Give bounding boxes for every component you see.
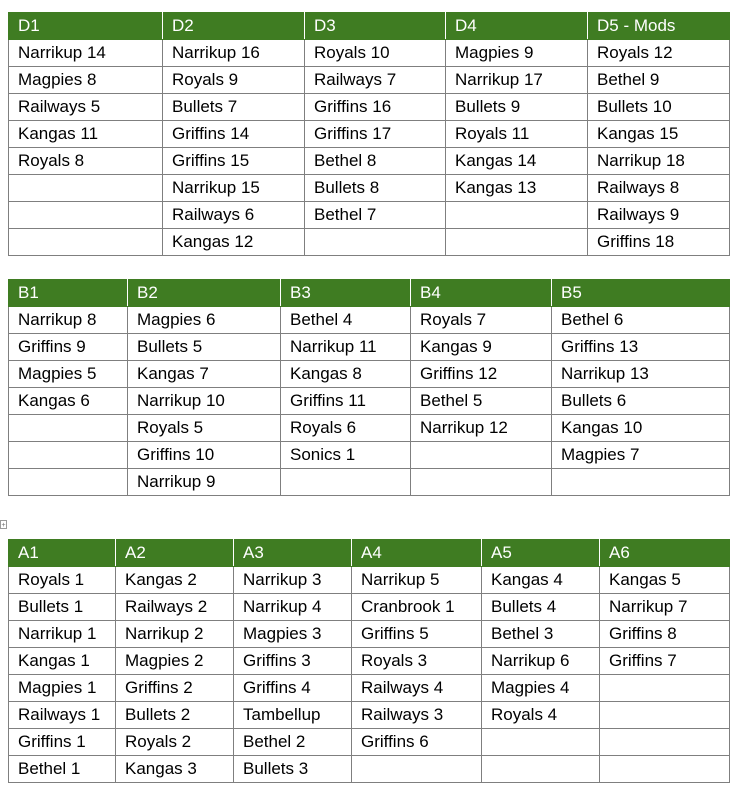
table-cell: Griffins 15: [163, 148, 305, 175]
table-cell: Magpies 8: [9, 67, 163, 94]
table-cell: Royals 2: [116, 729, 234, 756]
table-cell: Royals 3: [352, 648, 482, 675]
table-cell: Kangas 6: [9, 388, 128, 415]
table-cell: Narrikup 3: [234, 567, 352, 594]
table-row: [9, 307, 730, 334]
table-cell: Royals 12: [588, 40, 730, 67]
table-cell: Bethel 8: [305, 148, 446, 175]
table-cell: Bullets 9: [446, 94, 588, 121]
table-cell: Bullets 1: [9, 594, 116, 621]
table-cell: Railways 2: [116, 594, 234, 621]
table-move-handle-icon[interactable]: +: [1, 522, 6, 529]
table-cell: [600, 675, 730, 702]
table-cell: Royals 11: [446, 121, 588, 148]
table-cell: Narrikup 10: [128, 388, 281, 415]
table-cell: Griffins 10: [128, 442, 281, 469]
table-cell: Narrikup 13: [552, 361, 730, 388]
column-header-d3: D3: [305, 13, 446, 40]
table-cell: Narrikup 17: [446, 67, 588, 94]
table-cell: Narrikup 11: [281, 334, 411, 361]
table-row: [9, 175, 730, 202]
table-cell: Griffins 4: [234, 675, 352, 702]
table-cell: [9, 442, 128, 469]
column-header-d1: D1: [9, 13, 163, 40]
table-cell: Royals 10: [305, 40, 446, 67]
table-row: [9, 361, 730, 388]
table-cell: Bullets 4: [482, 594, 600, 621]
table-cell: Bullets 10: [588, 94, 730, 121]
table-cell: [600, 702, 730, 729]
table-cell: Bullets 6: [552, 388, 730, 415]
table-cell: Kangas 11: [9, 121, 163, 148]
table-cell: Magpies 1: [9, 675, 116, 702]
column-header-a5: A5: [482, 540, 600, 567]
table-cell: Royals 5: [128, 415, 281, 442]
column-header-a3: A3: [234, 540, 352, 567]
table-header-row: [9, 13, 730, 40]
table-cell: Bullets 3: [234, 756, 352, 783]
table-cell: Narrikup 6: [482, 648, 600, 675]
table-cell: Royals 9: [163, 67, 305, 94]
table-row: [9, 229, 730, 256]
column-header-b4: B4: [411, 280, 552, 307]
table-cell: Griffins 3: [234, 648, 352, 675]
table-row: [9, 40, 730, 67]
division-b-table: [8, 279, 730, 496]
column-header-b3: B3: [281, 280, 411, 307]
table-cell: [482, 729, 600, 756]
table-cell: Narrikup 2: [116, 621, 234, 648]
table-row: [9, 621, 730, 648]
table-cell: Bullets 2: [116, 702, 234, 729]
table-row: [9, 415, 730, 442]
table-cell: Bullets 8: [305, 175, 446, 202]
table-cell: Magpies 7: [552, 442, 730, 469]
table-cell: Narrikup 18: [588, 148, 730, 175]
table-cell: Bethel 3: [482, 621, 600, 648]
table-cell: Bethel 9: [588, 67, 730, 94]
division-a-table: [8, 539, 730, 783]
table-cell: Railways 1: [9, 702, 116, 729]
table-row: [9, 469, 730, 496]
column-header-a4: A4: [352, 540, 482, 567]
table-cell: Bethel 2: [234, 729, 352, 756]
column-header-d5: D5 - Mods: [588, 13, 730, 40]
table-cell: Bethel 1: [9, 756, 116, 783]
table-cell: Bethel 7: [305, 202, 446, 229]
table-cell: Kangas 12: [163, 229, 305, 256]
table-cell: Bethel 5: [411, 388, 552, 415]
table-row: [9, 334, 730, 361]
table-row: [9, 94, 730, 121]
table-cell: Railways 9: [588, 202, 730, 229]
table-cell: Griffins 17: [305, 121, 446, 148]
column-header-b2: B2: [128, 280, 281, 307]
table-cell: Griffins 18: [588, 229, 730, 256]
table-cell: Royals 4: [482, 702, 600, 729]
table-cell: Narrikup 15: [163, 175, 305, 202]
column-header-d4: D4: [446, 13, 588, 40]
table-cell: [9, 469, 128, 496]
table-cell: [9, 175, 163, 202]
table-cell: Magpies 5: [9, 361, 128, 388]
table-cell: [411, 442, 552, 469]
table-cell: Sonics 1: [281, 442, 411, 469]
table-cell: Railways 7: [305, 67, 446, 94]
table-cell: Magpies 2: [116, 648, 234, 675]
table-cell: [281, 469, 411, 496]
table-row: [9, 756, 730, 783]
table-cell: Griffins 16: [305, 94, 446, 121]
table-cell: Royals 8: [9, 148, 163, 175]
column-header-b5: B5: [552, 280, 730, 307]
table-cell: Railways 4: [352, 675, 482, 702]
table-cell: Griffins 14: [163, 121, 305, 148]
table-cell: Griffins 7: [600, 648, 730, 675]
table-row: [9, 594, 730, 621]
column-header-d2: D2: [163, 13, 305, 40]
table-cell: Kangas 3: [116, 756, 234, 783]
table-cell: [446, 229, 588, 256]
table-cell: Kangas 2: [116, 567, 234, 594]
table-cell: Griffins 11: [281, 388, 411, 415]
table-cell: [600, 756, 730, 783]
table-header-row: [9, 540, 730, 567]
table-cell: Railways 8: [588, 175, 730, 202]
table-cell: Magpies 4: [482, 675, 600, 702]
column-header-a1: A1: [9, 540, 116, 567]
table-cell: Royals 1: [9, 567, 116, 594]
table-cell: Kangas 14: [446, 148, 588, 175]
table-cell: Griffins 13: [552, 334, 730, 361]
table-cell: [305, 229, 446, 256]
table-cell: Kangas 1: [9, 648, 116, 675]
table-cell: Kangas 7: [128, 361, 281, 388]
table-cell: Griffins 6: [352, 729, 482, 756]
table-cell: [9, 229, 163, 256]
table-row: [9, 567, 730, 594]
table-cell: Royals 6: [281, 415, 411, 442]
table-cell: Narrikup 7: [600, 594, 730, 621]
table-cell: Kangas 15: [588, 121, 730, 148]
table-cell: [352, 756, 482, 783]
table-header-row: [9, 280, 730, 307]
table-cell: Royals 7: [411, 307, 552, 334]
table-cell: Narrikup 4: [234, 594, 352, 621]
table-row: [9, 702, 730, 729]
table-row: [9, 675, 730, 702]
table-row: [9, 121, 730, 148]
table-cell: Narrikup 16: [163, 40, 305, 67]
table-cell: Magpies 9: [446, 40, 588, 67]
table-cell: [552, 469, 730, 496]
table-cell: Narrikup 12: [411, 415, 552, 442]
table-row: [9, 67, 730, 94]
table-cell: Narrikup 8: [9, 307, 128, 334]
table-row: [9, 388, 730, 415]
table-cell: [9, 415, 128, 442]
table-cell: Griffins 2: [116, 675, 234, 702]
table-cell: [446, 202, 588, 229]
table-cell: Kangas 13: [446, 175, 588, 202]
table-cell: Railways 6: [163, 202, 305, 229]
table-cell: Griffins 5: [352, 621, 482, 648]
table-cell: Griffins 1: [9, 729, 116, 756]
table-cell: Cranbrook 1: [352, 594, 482, 621]
table-cell: Tambellup: [234, 702, 352, 729]
table-cell: [600, 729, 730, 756]
table-cell: Kangas 4: [482, 567, 600, 594]
table-cell: Bullets 5: [128, 334, 281, 361]
table-cell: Griffins 9: [9, 334, 128, 361]
table-cell: Kangas 8: [281, 361, 411, 388]
table-row: [9, 648, 730, 675]
table-cell: Railways 5: [9, 94, 163, 121]
table-row: [9, 148, 730, 175]
table-cell: Bullets 7: [163, 94, 305, 121]
table-cell: Railways 3: [352, 702, 482, 729]
column-header-a6: A6: [600, 540, 730, 567]
table-cell: Narrikup 14: [9, 40, 163, 67]
table-row: [9, 202, 730, 229]
table-cell: Bethel 6: [552, 307, 730, 334]
table-cell: [482, 756, 600, 783]
table-row: [9, 729, 730, 756]
table-cell: Magpies 3: [234, 621, 352, 648]
table-cell: Kangas 10: [552, 415, 730, 442]
table-cell: Magpies 6: [128, 307, 281, 334]
table-cell: [9, 202, 163, 229]
column-header-a2: A2: [116, 540, 234, 567]
table-cell: Kangas 9: [411, 334, 552, 361]
table-cell: [411, 469, 552, 496]
table-cell: Narrikup 5: [352, 567, 482, 594]
table-cell: Narrikup 1: [9, 621, 116, 648]
table-cell: Griffins 8: [600, 621, 730, 648]
column-header-b1: B1: [9, 280, 128, 307]
table-cell: Griffins 12: [411, 361, 552, 388]
table-row: [9, 442, 730, 469]
table-cell: Kangas 5: [600, 567, 730, 594]
table-cell: Narrikup 9: [128, 469, 281, 496]
division-d-table: [8, 12, 730, 256]
table-cell: Bethel 4: [281, 307, 411, 334]
